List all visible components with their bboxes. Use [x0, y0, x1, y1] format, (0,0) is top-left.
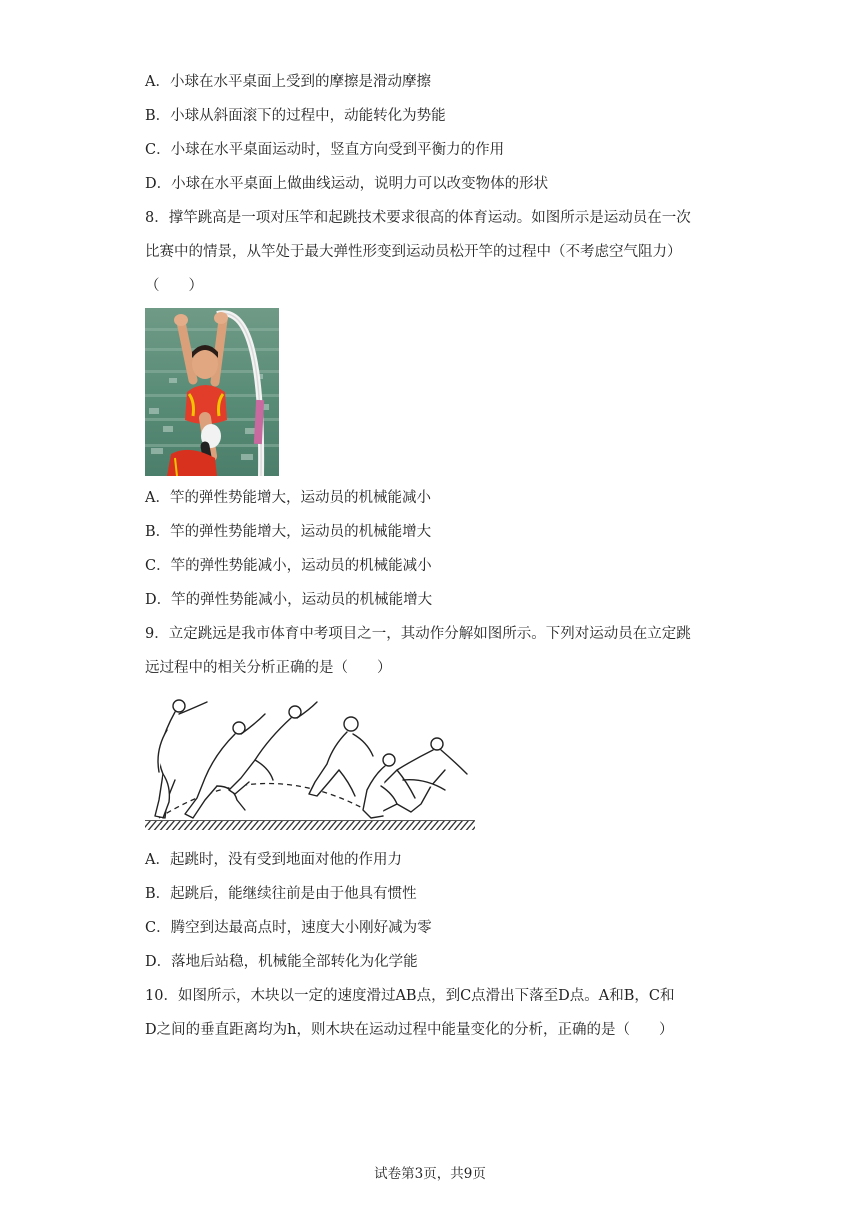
q7-option-d: D．小球在水平桌面上做曲线运动，说明力可以改变物体的形状: [145, 176, 549, 192]
page-footer: 试卷第3页，共9页: [374, 1166, 486, 1182]
q8-option-a: A．竿的弹性势能增大，运动员的机械能减小: [145, 490, 431, 506]
q8-stem-line-3: （ ）: [145, 278, 203, 294]
q7-option-c: C．小球在水平桌面运动时，竖直方向受到平衡力的作用: [145, 142, 505, 158]
q9-option-b: B．起跳后，能继续往前是由于他具有惯性: [145, 886, 417, 902]
q9-option-a: A．起跳时，没有受到地面对他的作用力: [145, 852, 402, 868]
q9-stem-line-1: 9．立定跳远是我市体育中考项目之一，其动作分解如图所示。下列对运动员在立定跳: [145, 626, 691, 642]
q7-option-b: B．小球从斜面滚下的过程中，动能转化为势能: [145, 108, 446, 124]
q10-stem-line-1: 10．如图所示，木块以一定的速度滑过AB点，到C点滑出下落至D点。A和B，C和: [145, 988, 675, 1004]
q8-stem-line-2: 比赛中的情景，从竿处于最大弹性形变到运动员松开竿的过程中（不考虑空气阻力）: [145, 244, 682, 260]
q7-option-a: A．小球在水平桌面上受到的摩擦是滑动摩擦: [145, 74, 431, 90]
q8-option-c: C．竿的弹性势能减小，运动员的机械能减小: [145, 558, 432, 574]
q8-option-d: D．竿的弹性势能减小，运动员的机械能增大: [145, 592, 433, 608]
q9-option-d: D．落地后站稳，机械能全部转化为化学能: [145, 954, 418, 970]
q8-option-b: B．竿的弹性势能增大，运动员的机械能增大: [145, 524, 432, 540]
q9-option-c: C．腾空到达最高点时，速度大小刚好减为零: [145, 920, 432, 936]
q9-stem-line-2: 远过程中的相关分析正确的是（ ）: [145, 660, 392, 676]
q10-stem-line-2: D之间的垂直距离均为h，则木块在运动过程中能量变化的分析，正确的是（ ）: [145, 1022, 674, 1038]
pole-vault-photo: [145, 308, 279, 476]
standing-long-jump-diagram: [145, 690, 477, 832]
q8-stem-line-1: 8．撑竿跳高是一项对压竿和起跳技术要求很高的体育运动。如图所示是运动员在一次: [145, 210, 691, 226]
